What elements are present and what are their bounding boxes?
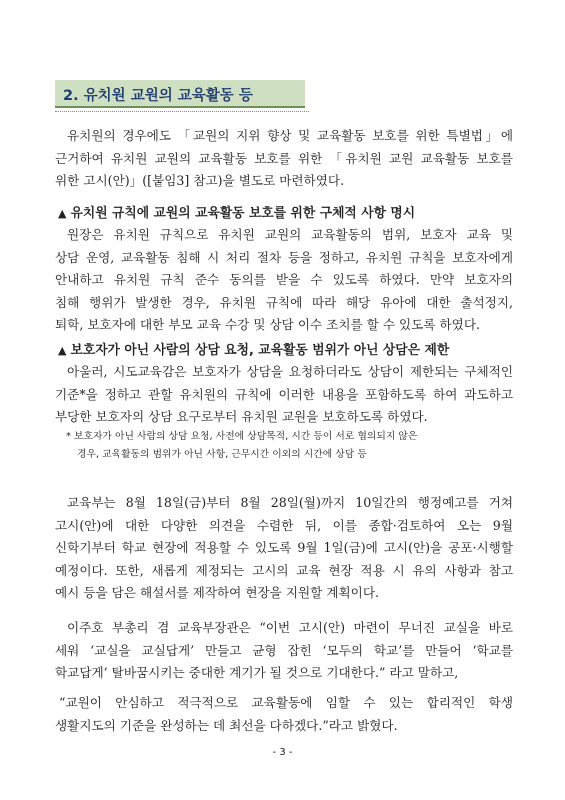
bullet2-line: 기준*을 정하고 관할 유치원의 규칙에 이러한 내용을 포함하도록 하여 과도하고	[55, 386, 513, 402]
bullet1-heading	[58, 202, 415, 221]
quote2-line: “교원이 안심하고 적극적으로 교육활동에 임할 수 있는 합리적인 학생	[59, 695, 513, 710]
heading-underline	[55, 111, 309, 112]
intro-line: 유치원의 경우에도 「교원의 지위 향상 및 교육활동 보호를 위한 특별법」에	[67, 128, 513, 143]
quote1-paragraph	[55, 617, 513, 685]
bullet2-heading-text: 보호자가 아닌 사람의 상담 요청, 교육활동 범위가 아닌 상담은 제한	[70, 343, 450, 358]
intro-line: 위한 고시(안)」([붙임3] 참고)을 별도로 마련하였다.	[55, 173, 345, 189]
triangle-icon: ▲	[58, 207, 67, 220]
quote2-paragraph	[55, 692, 513, 737]
footnote-line: 경우, 교육활동의 범위가 아닌 사항, 근무시간 이외의 시간에 상담 등	[77, 449, 367, 460]
bullet1-paragraph	[55, 224, 513, 337]
schedule-line: 예시 등을 담은 해설서를 제작하여 현장을 지원할 계획이다.	[55, 585, 379, 601]
intro-paragraph	[55, 125, 513, 193]
bullet1-line: 원장은 유치원 규칙으로 유치원 교원의 교육활동의 범위, 보호자 교육 및	[67, 227, 513, 242]
bullet2-paragraph	[55, 361, 513, 429]
bullet1-line: 침해 행위가 발생한 경우, 유치원 규칙에 따라 해당 유아에 대한 출석정지,	[55, 294, 513, 310]
intro-line: 근거하여 유치원 교원의 교육활동 보호를 위한 「유치원 교원 교육활동 보호를	[55, 150, 513, 166]
quote2-line: 생활지도의 기준을 완성하는 데 최선을 다하겠다.”라고 밝혔다.	[55, 717, 398, 733]
page-number: - 3 -	[272, 747, 293, 758]
triangle-icon: ▲	[58, 344, 67, 357]
bullet1-line: 상담 운영, 교육활동 침해 시 처리 절차 등을 정하고, 유치원 규칙을 보호자에게	[55, 249, 513, 265]
section-title: 2. 유치원 교원의 교육활동 등	[63, 88, 253, 104]
section-heading	[55, 80, 305, 108]
bullet1-heading-text: 유치원 규칙에 교원의 교육활동 보호를 위한 구체적 사항 명시	[70, 206, 416, 221]
bullet2-heading	[58, 339, 449, 358]
quote1-line: 세워 ‘교실을 교실답게’ 만들고 균형 잡힌 ‘모두의 학교’를 만들어 ‘학교를	[55, 642, 513, 658]
bullet1-line: 안내하고 유치원 규칙 준수 동의를 받을 수 있도록 하였다. 만약 보호자의	[55, 272, 513, 288]
schedule-line: 신학기부터 학교 현장에 적용할 수 있도록 9월 1일(금)에 고시(안)을 공포·시행할	[55, 540, 513, 556]
quote1-line: 이주호 부총리 겸 교육부장관은 “이번 고시(안) 마련이 무너진 교실을 바로	[67, 620, 513, 635]
bullet2-line: 아울러, 시도교육감은 보호자가 상담을 요청하더라도 상담이 제한되는 구체적인	[67, 364, 513, 379]
schedule-line: 교육부는 8월 18일(금)부터 8월 28일(월)까지 10일간의 행정예고를 거쳐	[67, 495, 513, 510]
footnote-line: * 보호자가 아닌 사람의 상담 요청, 사전에 상담목적, 시간 등이 서로 협의되지 않은	[66, 431, 418, 442]
footnote	[66, 428, 514, 464]
bullet1-line: 퇴학, 보호자에 대한 부모 교육 수강 및 상담 이수 조치를 할 수 있도록 하였다.	[55, 317, 481, 333]
bullet2-line: 부당한 보호자의 상담 요구로부터 유치원 교원을 보호하도록 하였다.	[55, 409, 428, 425]
schedule-line: 예정이다. 또한, 새롭게 제정되는 고시의 교육 현장 적용 시 유의 사항과 참고	[55, 562, 513, 578]
quote1-line: 학교답게’ 탈바꿈시키는 중대한 계기가 될 것으로 기대한다.” 라고 말하고,	[55, 665, 459, 681]
schedule-line: 고시(안)에 대한 다양한 의견을 수렴한 뒤, 이를 종합·검토하여 오는 9월	[55, 517, 513, 533]
schedule-paragraph	[55, 492, 513, 605]
